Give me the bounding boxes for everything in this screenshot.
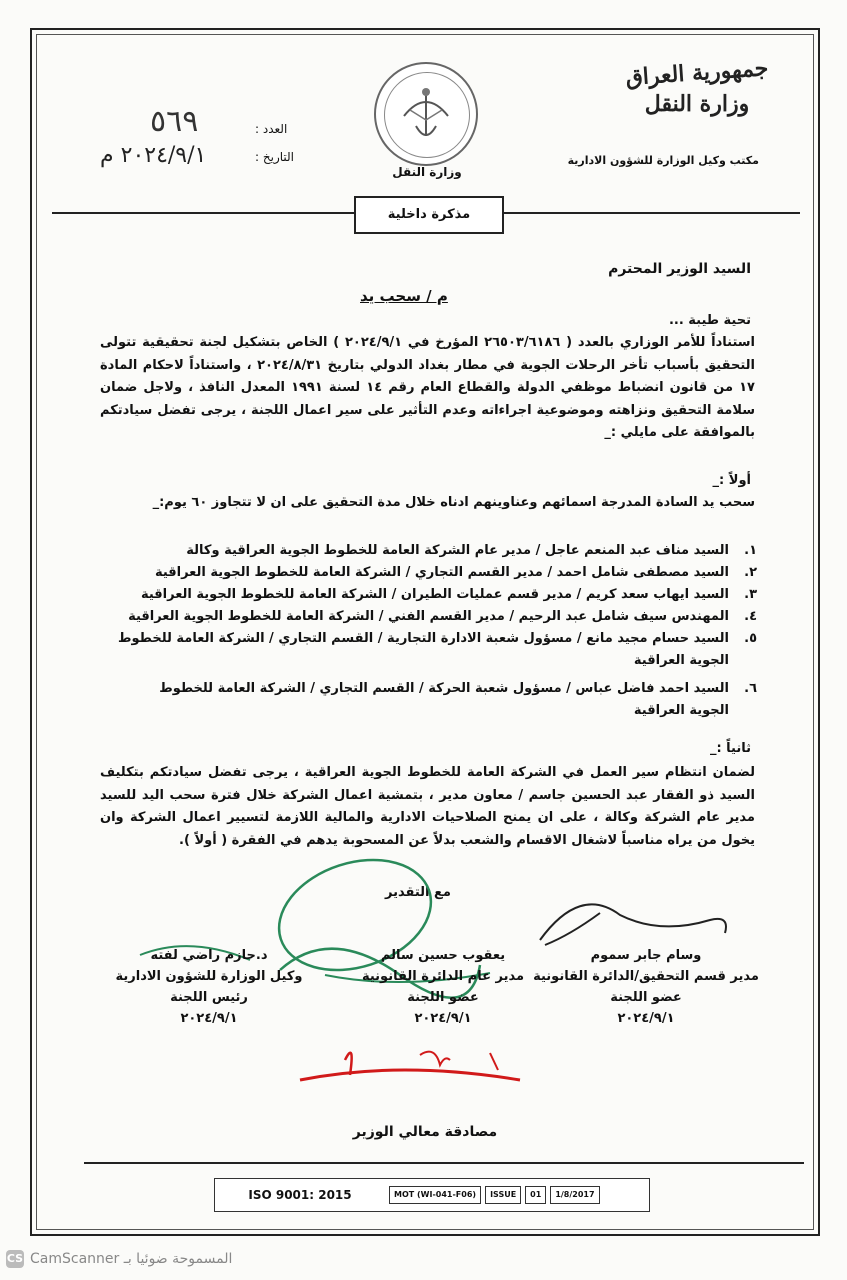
closing: مع التقدير [385,885,451,900]
first-text: سحب يد السادة المدرجة اسمائهم وعناوينهم ادناه خلال مدة التحقيق على ان لا تتجاوز ٦٠ يوم:_ [152,495,755,510]
signatory-date: ٢٠٢٤/٩/١ [180,1011,238,1026]
number-label: العدد : [255,122,288,136]
watermark-text: CamScanner المسموحة ضوئيا بـ [30,1251,233,1267]
list-item: ٥. السيد حسام مجيد مانع / مسؤول شعبة الادارة التجارية / القسم التجاري / الشركة العامة للخطوط الجوية العراقية [118,631,757,668]
signatory-title: مدير عام الدائرة القانونية [361,969,525,984]
signatory-role: عضو اللجنة [407,990,479,1005]
camscanner-watermark [6,1250,232,1268]
issue-date: 1/8/2017 [550,1186,599,1204]
issue-value: 01 [525,1186,546,1204]
signatory-1 [531,945,761,1029]
list-item: ٤. المهندس سيف شامل عبد الرحيم / مدير القسم الفني / الشركة العامة للخطوط الجوية العراقية [128,609,757,624]
ministry-seal-icon [374,62,478,166]
signatory-title: وكيل الوزارة للشؤون الادارية [115,969,303,984]
signatory-role: عضو اللجنة [610,990,682,1005]
ministry-name: وزارة النقل [644,91,750,117]
iso-label: ISO 9001: 2015 [248,1188,352,1202]
signatory-date: ٢٠٢٤/٩/١ [617,1011,675,1026]
persons-list [117,540,757,722]
minister-approval: مصادقة معالي الوزير [352,1124,498,1140]
number-value: ٥٦٩ [150,104,199,139]
subject: م / سحب يد [360,287,448,305]
addressee: السيد الوزير المحترم [608,261,751,277]
signatory-2 [338,945,548,1029]
first-heading: أولاً :_ [712,473,751,488]
paragraph-intro: استناداً للأمر الوزاري بالعدد ( ٢٦٥٠٣/٦١٨٦ المؤرخ في ٢٠٢٤/٩/١ ) الخاص بتشكيل لجنة تحقيقية تتولى التحقيق بأسباب تأخر الرحلات الجوية في مطار بغداد الدولي بتاريخ ٢٠٢٤/٨/٣١ ، واستناداً لاحكام المادة ١٧ من قانون انضباط موظفي الدولة والقطاع العام رقم ١٤ لسنة ١٩٩١ المعدل النافذ ، ولاجل ضمان سلامة التحقيق ونزاهته وموضوعية اجراءاته وعدم التأثير على سير اعمال اللجنة ، يرجى تفضل سيادتكم بالموافقة على مايلي :_ [100,335,755,440]
list-item: ٢. السيد مصطفى شامل احمد / مدير القسم التجاري / الشركة العامة للخطوط الجوية العراقية [154,565,757,580]
seal-label: وزارة النقل [392,165,462,179]
office-name: مكتب وكيل الوزارة للشؤون الادارية [567,154,759,167]
list-item: ١. السيد مناف عبد المنعم عاجل / مدير عام الشركة العامة للخطوط الجوية العراقية وكالة [186,543,757,558]
greeting: تحية طيبة ... [668,313,751,328]
signatory-date: ٢٠٢٤/٩/١ [414,1011,472,1026]
date-value: ٢٠٢٤/٩/١ م [100,143,207,168]
second-text: لضمان انتظام سير العمل في الشركة العامة للخطوط الجوية العراقية ، يرجى تفضل سيادتكم بتكليف السيد ذو الفقار عبد الحسين جاسم / معاون مدير ، بتمشية اعمال الشركة خلال فترة سحب اليد للسيد مدير عام الشركة وكالة ، على ان يمنح الصلاحيات الادارية والمالية اللازمة لتسيير اعمال الشركة وان يخول من يراه مناسباً لاشغال الاقسام والشعب بدلاً عن المسحوبة يدهم في الفقرة ( أولاً ). [100,765,755,848]
signatory-3 [94,945,324,1029]
issue-label: ISSUE [485,1186,521,1204]
signatory-name: د.حازم راضي لفته [150,948,268,963]
ministry-logo-text [607,55,787,120]
iso-footer [214,1178,650,1212]
camscanner-logo-icon: CS [6,1250,24,1268]
list-item: ٦. السيد احمد فاضل عباس / مسؤول شعبة الحركة / القسم التجاري / الشركة العامة للخطوط الجوية العراقية [159,681,757,718]
signatory-title: مدير قسم التحقيق/الدائرة القانونية [533,969,759,984]
signatory-name: وسام جابر سموم [590,948,702,963]
signatory-role: رئيس اللجنة [170,990,248,1005]
republic-name: جمهورية العراق [624,55,770,91]
form-code: MOT (WI-041-F06) [389,1186,481,1204]
date-label: التاريخ : [255,150,295,164]
signatory-name: يعقوب حسين سالم [380,948,506,963]
second-heading: ثانياً :_ [709,741,751,756]
list-item: ٣. السيد ايهاب سعد كريم / مدير قسم عمليات الطيران / الشركة العامة للخطوط الجوية العراقية [140,587,757,602]
footer-divider [84,1162,804,1164]
memo-type-box: مذكرة داخلية [354,196,504,234]
